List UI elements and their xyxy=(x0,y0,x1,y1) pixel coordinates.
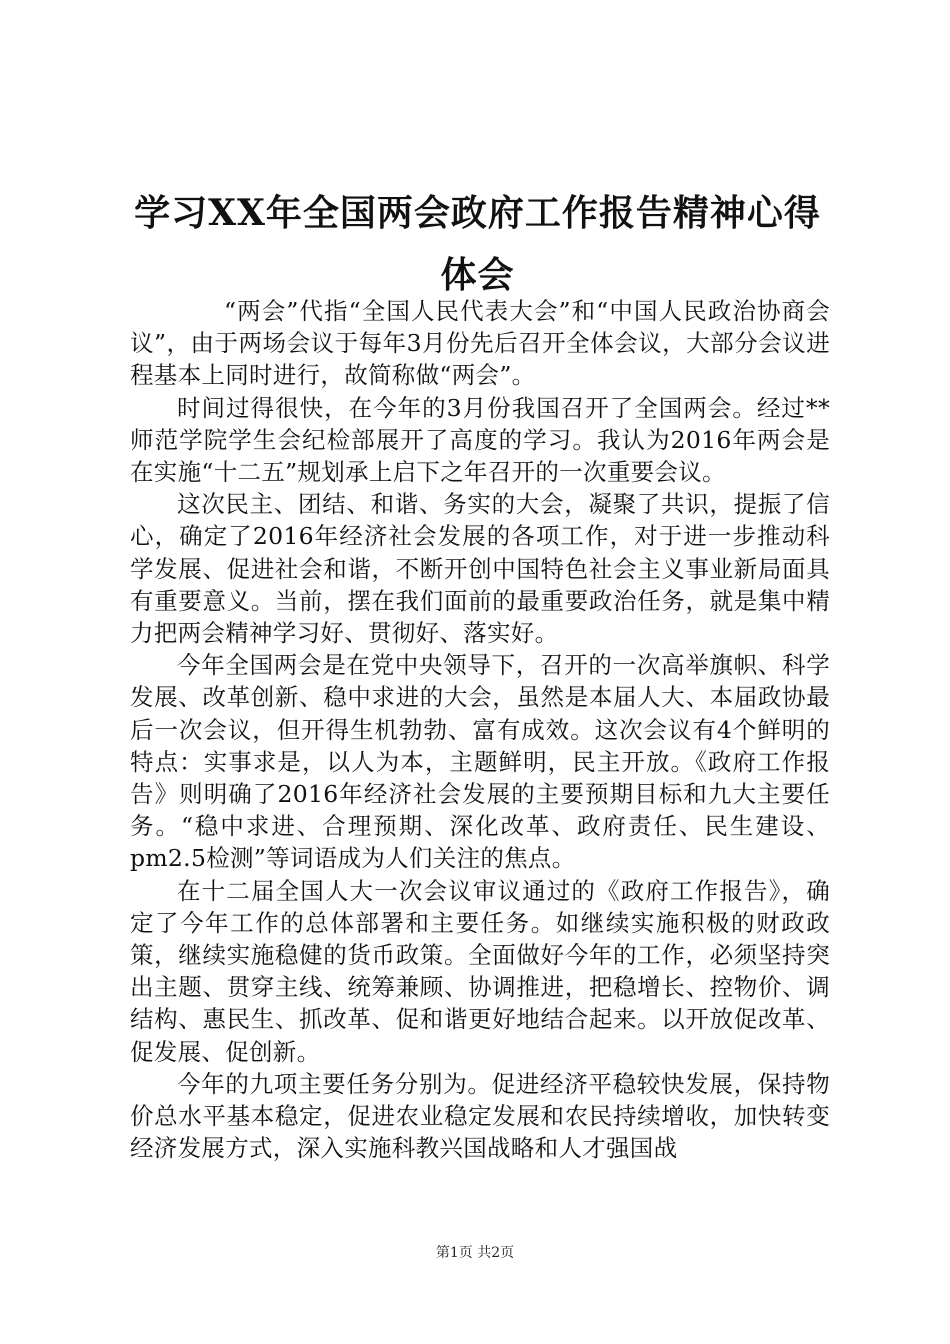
document-body xyxy=(130,295,830,1164)
paragraph-6: 今年的九项主要任务分别为。促进经济平稳较快发展，保持物价总水平基本稳定，促进农业稳定发展和农民持续增收，加快转变经济发展方式，深入实施科教兴国战略和人才强国战 xyxy=(130,1069,830,1163)
paragraph-5: 在十二届全国人大一次会议审议通过的《政府工作报告》，确定了今年工作的总体部署和主要任务。如继续实施积极的财政政策，继续实施稳健的货币政策。全面做好今年的工作，必须坚持突出主题、贯穿主线、统筹兼顾、协调推进，把稳增长、控物价、调结构、惠民生、抓改革、促和谐更好地结合起来。以开放促改革、促发展、促创新。 xyxy=(130,876,830,1066)
paragraph-4: 今年全国两会是在党中央领导下，召开的一次高举旗帜、科学发展、改革创新、稳中求进的大会，虽然是本届人大、本届政协最后一次会议，但开得生机勃勃、富有成效。这次会议有4个鲜明的特点：实事求是，以人为本，主题鲜明，民主开放。《政府工作报告》则明确了2016年经济社会发展的主要预期目标和九大主要任务。“稳中求进、合理预期、深化改革、政府责任、民生建设、pm2.5检测”等词语成为人们关注的焦点。 xyxy=(130,651,830,873)
paragraph-3: 这次民主、团结、和谐、务实的大会，凝聚了共识，提振了信心，确定了2016年经济社会发展的各项工作，对于进一步推动科学发展、促进社会和谐，不断开创中国特色社会主义事业新局面具有重要意义。当前，摆在我们面前的最重要政治任务，就是集中精力把两会精神学习好、贯彻好、落实好。 xyxy=(130,490,830,648)
document-title: 学习XX年全国两会政府工作报告精神心得体会 xyxy=(134,192,821,296)
paragraph-2: 时间过得很快，在今年的3月份我国召开了全国两会。经过**师范学院学生会纪检部展开了高度的学习。我认为2016年两会是在实施“十二五”规划承上启下之年召开的一次重要会议。 xyxy=(130,393,830,487)
page-number-footer: 第1页 共2页 xyxy=(435,1245,515,1261)
paragraph-1: “两会”代指“全国人民代表大会”和“中国人民政治协商会议”，由于两场会议于每年3月份先后召开全体会议，大部分会议进程基本上同时进行，故简称做“两会”。 xyxy=(130,297,830,390)
